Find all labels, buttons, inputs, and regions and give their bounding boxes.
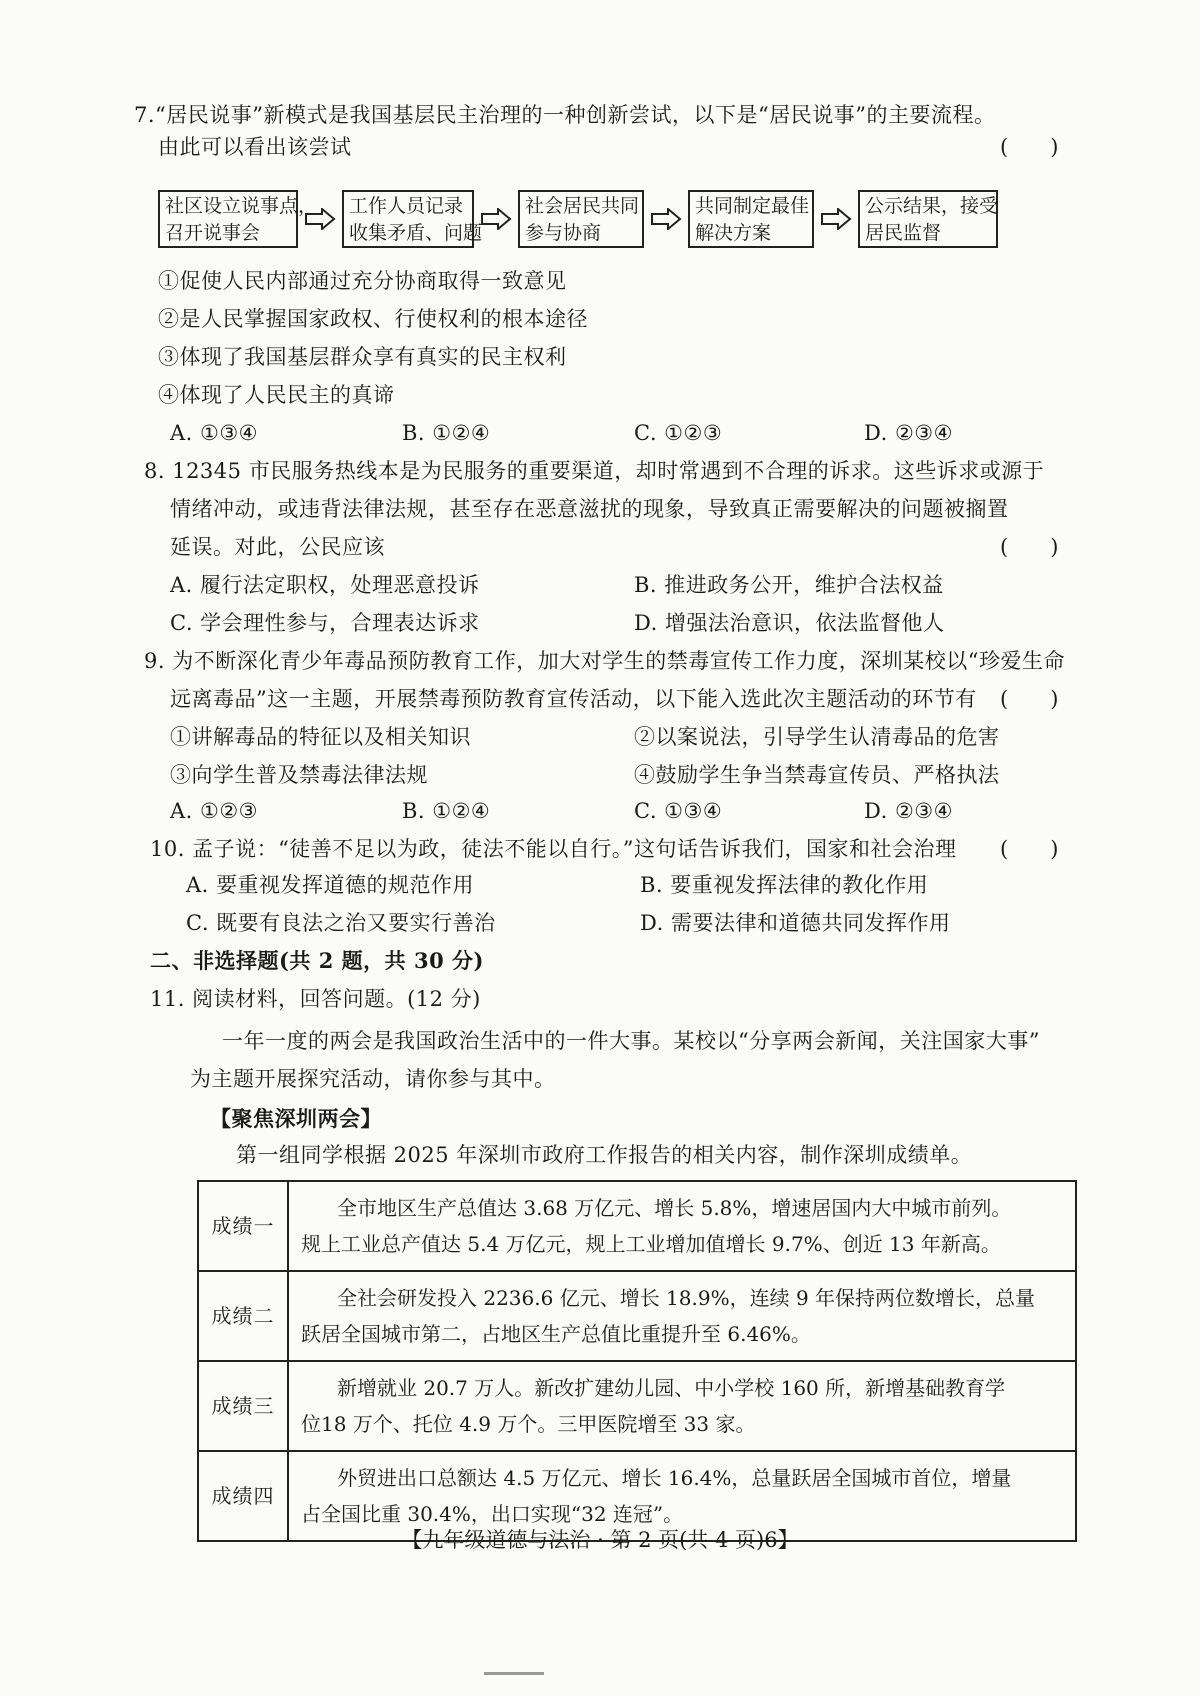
q9-option-c: C. ①③④ [634,799,723,823]
flow-arrow-icon [820,208,852,230]
q10-option-c: C. 既要有良法之治又要实行善治 [186,911,496,935]
q8-answer-paren: ( ) [1000,535,1059,559]
row-content-line2: 规上工业总产值达 5.4 万亿元，规上工业增加值增长 9.7%、创近 13 年新高。 [301,1232,1001,1256]
flow-step-5-line1: 公示结果，接受 [865,195,999,217]
table-row [198,1361,1076,1451]
row-content-line2: 位18 万个、托位 4.9 万个。三甲医院增至 33 家。 [301,1412,756,1436]
row-content [288,1361,1076,1451]
section-title: 二、非选择题(共 2 题，共 30 分) [150,948,484,973]
row-content-line1: 全市地区生产总值达 3.68 万亿元、增长 5.8%，增速居国内大中城市前列。 [337,1196,1012,1220]
bottom-divider [484,1672,544,1675]
q9-item-4: ④鼓励学生争当禁毒宣传员、严格执法 [634,763,1000,787]
q10-stem: 10. 孟子说：“徒善不足以为政，徒法不能以自行。”这句话告诉我们，国家和社会治理 [150,837,957,861]
flow-step-3 [518,190,644,248]
q8-option-a: A. 履行法定职权，处理恶意投诉 [170,573,480,597]
flow-step-2-line1: 工作人员记录 [349,195,464,217]
q11-intro-line2: 为主题开展探究活动，请你参与其中。 [190,1067,556,1091]
q7-item-2: ②是人民掌握国家政权、行使权利的根本途径 [158,307,588,331]
flow-step-3-line2: 参与协商 [525,222,602,244]
q7-option-a: A. ①③④ [170,421,258,445]
flow-arrow-icon [480,208,512,230]
q8-option-c: C. 学会理性参与，合理表达诉求 [170,611,480,635]
flow-step-1-line1: 社区设立说事点， [165,195,318,217]
flow-step-4-line2: 解决方案 [695,222,772,244]
q11-intro-line1: 一年一度的两会是我国政治生活中的一件大事。某校以“分享两会新闻，关注国家大事” [222,1029,1040,1053]
row-content [288,1271,1076,1361]
flow-step-1 [158,190,318,248]
q7-answer-paren: ( ) [1000,135,1059,159]
q10-option-d: D. 需要法律和道德共同发挥作用 [640,911,951,935]
row-content-line2: 跃居全国城市第二，占地区生产总值比重提升至 6.46%。 [301,1322,811,1346]
q9-item-1: ①讲解毒品的特征以及相关知识 [170,725,471,749]
q7-item-4: ④体现了人民民主的真谛 [158,383,395,407]
flow-step-1-line2: 召开说事会 [165,222,261,244]
row-content-line2: 占全国比重 30.4%，出口实现“32 连冠”。 [301,1502,684,1526]
q7-option-b: B. ①②④ [402,421,491,445]
row-label: 成绩一 [198,1181,288,1271]
q7-stem-line1: 7.“居民说事”新模式是我国基层民主治理的一种创新尝试，以下是“居民说事”的主要流程。 [134,103,996,127]
flow-step-5-line2: 居民监督 [865,222,942,244]
q11-title: 11. 阅读材料，回答问题。(12 分) [150,987,481,1011]
flow-arrow-icon [650,208,682,230]
q7-stem-line2: 由此可以看出该尝试 [158,135,352,159]
q8-option-b: B. 推进政务公开，维护合法权益 [634,573,944,597]
q7-option-c: C. ①②③ [634,421,723,445]
flow-arrow-icon [304,208,336,230]
q7-item-3: ③体现了我国基层群众享有真实的民主权利 [158,345,567,369]
q8-stem-line3: 延误。对此，公民应该 [170,535,385,559]
q9-stem-line2: 远离毒品”这一主题，开展禁毒预防教育宣传活动，以下能入选此次主题活动的环节有 [170,687,977,711]
q8-stem-line1: 8. 12345 市民服务热线本是为民服务的重要渠道，却时常遇到不合理的诉求。这些诉求或源于 [144,459,1045,483]
table-row [198,1271,1076,1361]
flow-step-3-line1: 社会居民共同 [525,195,640,217]
flow-step-2 [342,190,483,248]
q9-option-d: D. ②③④ [864,799,953,823]
flow-step-4 [688,190,814,248]
q9-answer-paren: ( ) [1000,687,1059,711]
page-footer: 【九年级道德与法治 · 第 2 页(共 4 页)6】 [401,1528,799,1552]
q10-answer-paren: ( ) [1000,837,1059,861]
q10-option-a: A. 要重视发挥道德的规范作用 [186,873,475,897]
row-content-line1: 全社会研发投入 2236.6 亿元、增长 18.9%，连续 9 年保持两位数增长，总量 [337,1286,1036,1310]
q7-flowchart [158,190,1008,254]
q9-option-b: B. ①②④ [402,799,491,823]
q11-group-intro: 第一组同学根据 2025 年深圳市政府工作报告的相关内容，制作深圳成绩单。 [236,1143,973,1167]
table-row [198,1181,1076,1271]
q9-option-a: A. ①②③ [170,799,258,823]
shenzhen-scorecard-table [197,1180,1077,1542]
q10-option-b: B. 要重视发挥法律的教化作用 [640,873,929,897]
flow-step-2-line2: 收集矛盾、问题 [349,222,483,244]
flow-step-5 [858,190,998,248]
q7-item-1: ①促使人民内部通过充分协商取得一致意见 [158,269,567,293]
row-label: 成绩四 [198,1451,288,1541]
flow-step-4-line1: 共同制定最佳 [695,195,810,217]
row-content-line1: 外贸进出口总额达 4.5 万亿元、增长 16.4%，总量跃居全国城市首位，增量 [337,1466,1012,1490]
q8-option-d: D. 增强法治意识，依法监督他人 [634,611,945,635]
row-label: 成绩二 [198,1271,288,1361]
q9-item-2: ②以案说法，引导学生认清毒品的危害 [634,725,1000,749]
q9-item-3: ③向学生普及禁毒法律法规 [170,763,428,787]
q9-stem-line1: 9. 为不断深化青少年毒品预防教育工作，加大对学生的禁毒宣传工作力度，深圳某校以“珍爱生命 [144,649,1065,673]
q7-option-d: D. ②③④ [864,421,953,445]
q8-stem-line2: 情绪冲动，或违背法律法规，甚至存在恶意滋扰的现象，导致真正需要解决的问题被搁置 [170,497,1009,521]
row-label: 成绩三 [198,1361,288,1451]
row-content [288,1181,1076,1271]
row-content-line1: 新增就业 20.7 万人。新改扩建幼儿园、中小学校 160 所，新增基础教育学 [337,1376,1006,1400]
q11-focus-heading: 【聚焦深圳两会】 [210,1106,382,1131]
